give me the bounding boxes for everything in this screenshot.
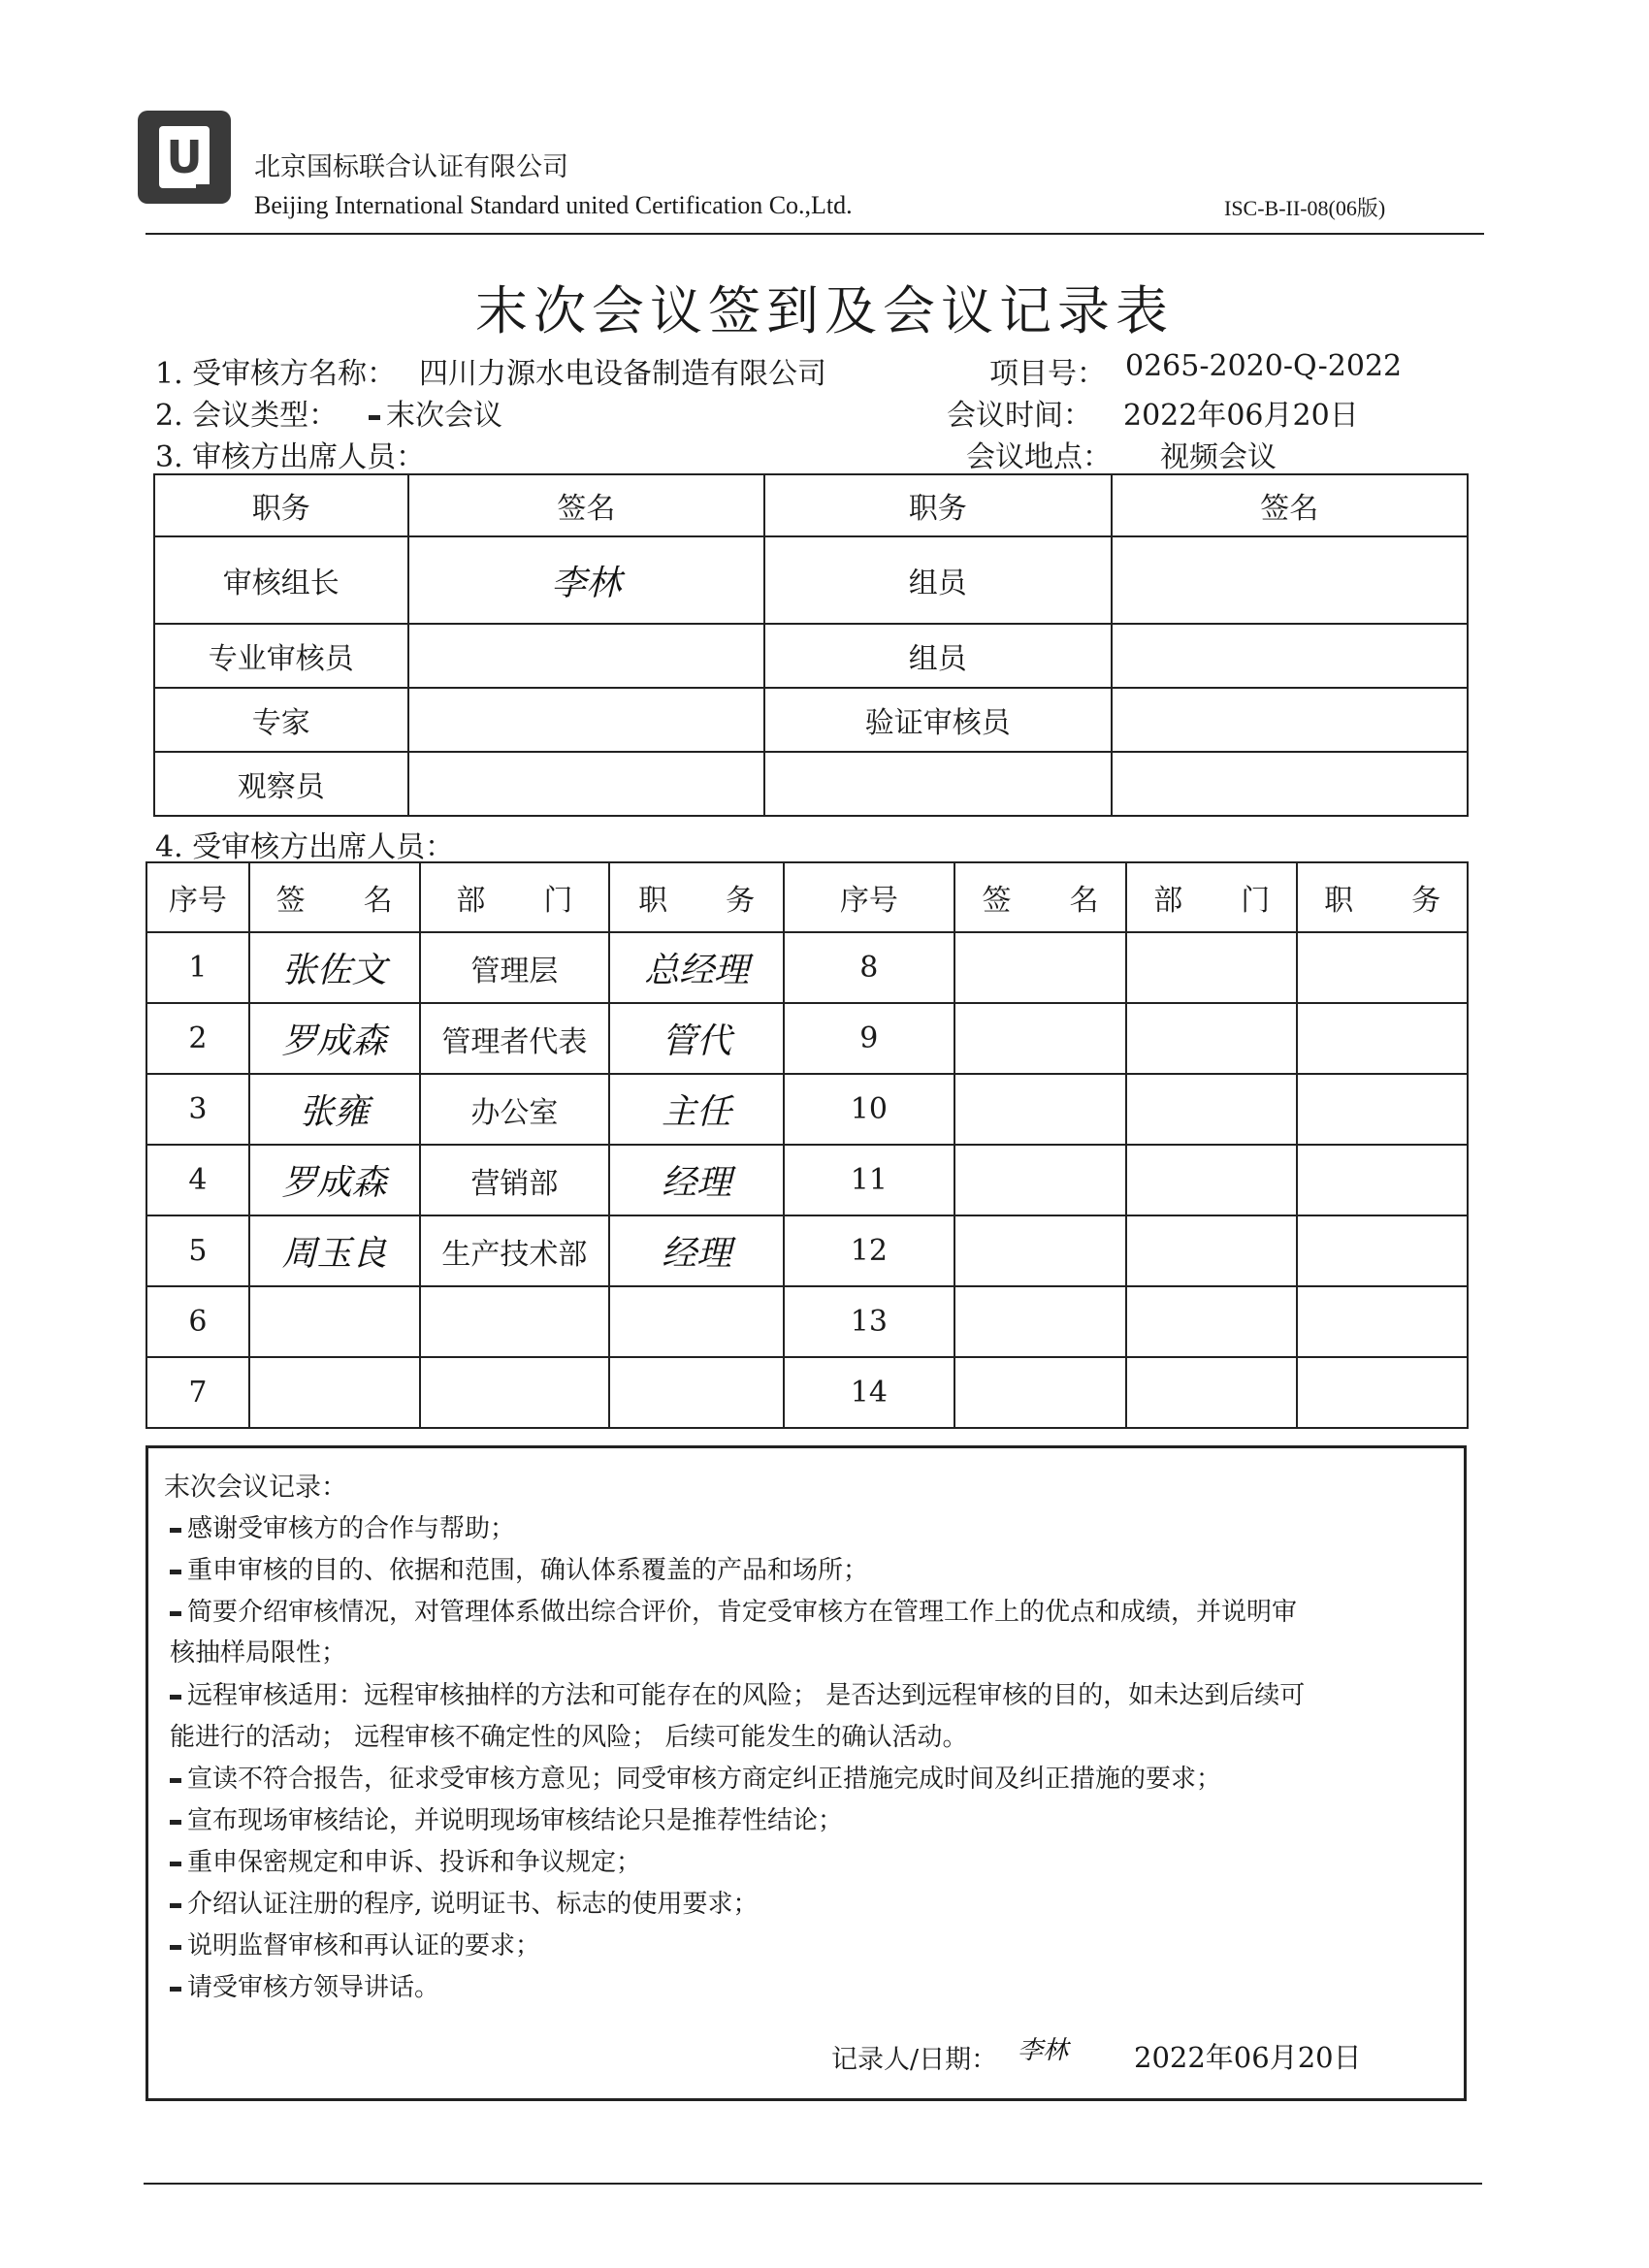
company-logo bbox=[134, 107, 235, 208]
role-cell: 专家 bbox=[154, 688, 408, 752]
row-number: 14 bbox=[784, 1357, 954, 1428]
note-line: 简要介绍审核情况，对管理体系做出综合评价，肯定受审核方在管理工作上的优点和成绩，并说明审 bbox=[170, 1592, 1297, 1628]
position-cell bbox=[1297, 932, 1468, 1003]
department-cell bbox=[1126, 1286, 1297, 1357]
column-header: 签名 bbox=[1112, 474, 1468, 536]
department-cell bbox=[1126, 1003, 1297, 1074]
signature-cell bbox=[954, 932, 1127, 1003]
meeting-notes-box bbox=[146, 1445, 1467, 2101]
notes-heading: 末次会议记录： bbox=[164, 1473, 347, 1503]
position-cell: 经理 bbox=[609, 1145, 784, 1215]
signature-cell bbox=[954, 1215, 1127, 1286]
auditor-attendees-label: 3. 审核方出席人员： bbox=[155, 440, 426, 474]
auditee-name-value: 四川力源水电设备制造有限公司 bbox=[419, 357, 826, 391]
department-cell bbox=[420, 1357, 610, 1428]
position-cell bbox=[1297, 1003, 1468, 1074]
location-label: 会议地点： bbox=[966, 440, 1112, 474]
table-row bbox=[146, 1003, 1468, 1074]
position-cell bbox=[1297, 1074, 1468, 1145]
signature-cell: 罗成森 bbox=[249, 1003, 420, 1074]
auditor-table bbox=[153, 473, 1469, 817]
table-row bbox=[154, 688, 1468, 752]
signature-cell bbox=[408, 752, 764, 816]
department-cell bbox=[420, 1286, 610, 1357]
role-cell: 专业审核员 bbox=[154, 624, 408, 688]
signature-cell bbox=[1112, 536, 1468, 624]
recorder-date: 2022年06月20日 bbox=[1134, 2041, 1362, 2074]
column-header: 职务 bbox=[764, 474, 1111, 536]
auditee-attendees-label: 4. 受审核方出席人员： bbox=[155, 830, 455, 864]
column-header: 签 名 bbox=[954, 862, 1127, 932]
signature-cell bbox=[1112, 688, 1468, 752]
signature-cell bbox=[249, 1286, 420, 1357]
position-cell bbox=[609, 1286, 784, 1357]
table-row bbox=[154, 536, 1468, 624]
position-cell bbox=[1297, 1215, 1468, 1286]
position-cell bbox=[1297, 1145, 1468, 1215]
table-row bbox=[146, 1215, 1468, 1286]
role-cell: 审核组长 bbox=[154, 536, 408, 624]
company-name-en: Beijing International Standard united Certification Co.,Ltd. bbox=[254, 191, 853, 219]
row-number: 6 bbox=[146, 1286, 249, 1357]
note-line: 宣布现场审核结论，并说明现场审核结论只是推荐性结论； bbox=[170, 1800, 843, 1836]
bullet-icon bbox=[170, 1570, 181, 1574]
row-number: 4 bbox=[146, 1145, 249, 1215]
department-cell bbox=[1126, 1357, 1297, 1428]
position-cell: 主任 bbox=[609, 1074, 784, 1145]
column-header: 职 务 bbox=[609, 862, 784, 932]
meeting-type-value-wrap bbox=[369, 391, 502, 434]
row-number: 2 bbox=[146, 1003, 249, 1074]
meeting-time-label: 会议时间： bbox=[947, 399, 1092, 433]
row-number: 9 bbox=[784, 1003, 954, 1074]
meeting-time-value: 2022年06月20日 bbox=[1123, 399, 1359, 433]
position-cell bbox=[609, 1357, 784, 1428]
table-row bbox=[146, 1286, 1468, 1357]
location-value: 视频会议 bbox=[1160, 440, 1277, 474]
auditee-name-label: 1. 受审核方名称： bbox=[155, 357, 397, 391]
position-cell bbox=[1297, 1357, 1468, 1428]
signature-cell bbox=[954, 1145, 1127, 1215]
signature-cell bbox=[408, 688, 764, 752]
department-cell: 管理者代表 bbox=[420, 1003, 610, 1074]
note-line: 请受审核方领导讲话。 bbox=[170, 1967, 439, 2003]
row-number: 1 bbox=[146, 932, 249, 1003]
role-cell bbox=[764, 752, 1111, 816]
position-cell: 管代 bbox=[609, 1003, 784, 1074]
position-cell: 经理 bbox=[609, 1215, 784, 1286]
column-header: 职 务 bbox=[1297, 862, 1468, 932]
department-cell bbox=[1126, 1074, 1297, 1145]
row-number: 11 bbox=[784, 1145, 954, 1215]
department-cell bbox=[1126, 1215, 1297, 1286]
signature-cell bbox=[249, 1357, 420, 1428]
note-line: 远程审核适用：远程审核抽样的方法和可能存在的风险； 是否达到远程审核的目的，如未达到后续可 bbox=[170, 1675, 1305, 1711]
column-header: 签 名 bbox=[249, 862, 420, 932]
row-number: 10 bbox=[784, 1074, 954, 1145]
bullet-icon bbox=[170, 1945, 181, 1950]
company-name-cn: 北京国标联合认证有限公司 bbox=[254, 152, 568, 182]
signature-cell bbox=[1112, 624, 1468, 688]
signature-cell bbox=[408, 624, 764, 688]
footer-divider bbox=[144, 2183, 1482, 2185]
table-row bbox=[154, 624, 1468, 688]
table-row bbox=[146, 1074, 1468, 1145]
form-code: ISC-B-II-08(06版) bbox=[1224, 196, 1386, 220]
row-number: 7 bbox=[146, 1357, 249, 1428]
row-number: 12 bbox=[784, 1215, 954, 1286]
table-row bbox=[154, 752, 1468, 816]
row-number: 3 bbox=[146, 1074, 249, 1145]
signature-cell: 周玉良 bbox=[249, 1215, 420, 1286]
role-cell: 验证审核员 bbox=[764, 688, 1111, 752]
role-cell: 组员 bbox=[764, 624, 1111, 688]
table-header-row bbox=[146, 862, 1468, 932]
column-header: 部 门 bbox=[420, 862, 610, 932]
signature-cell bbox=[1112, 752, 1468, 816]
signature-cell bbox=[954, 1357, 1127, 1428]
table-row bbox=[146, 932, 1468, 1003]
table-header-row bbox=[154, 474, 1468, 536]
auditee-table bbox=[146, 861, 1469, 1429]
signature-cell: 李林 bbox=[408, 536, 764, 624]
note-line: 重申审核的目的、依据和范围，确认体系覆盖的产品和场所； bbox=[170, 1550, 868, 1586]
bullet-icon bbox=[170, 1695, 181, 1700]
project-no-value: 0265-2020-Q-2022 bbox=[1125, 349, 1403, 383]
note-line: 说明监督审核和再认证的要求； bbox=[170, 1926, 540, 1961]
signature-cell bbox=[954, 1003, 1127, 1074]
position-cell: 总经理 bbox=[609, 932, 784, 1003]
bullet-icon bbox=[170, 1611, 181, 1616]
note-line: 核抽样局限性； bbox=[170, 1638, 347, 1668]
table-row bbox=[146, 1357, 1468, 1428]
note-line: 感谢受审核方的合作与帮助； bbox=[170, 1508, 515, 1544]
bullet-icon bbox=[170, 1528, 181, 1533]
row-number: 13 bbox=[784, 1286, 954, 1357]
recorder-signature: 李林 bbox=[1018, 2036, 1069, 2065]
header-divider bbox=[146, 233, 1484, 235]
column-header: 部 门 bbox=[1126, 862, 1297, 932]
page-title: 末次会议签到及会议记录表 bbox=[475, 280, 1174, 341]
signature-cell bbox=[954, 1286, 1127, 1357]
column-header: 序号 bbox=[784, 862, 954, 932]
note-line: 宣读不符合报告，征求受审核方意见；同受审核方商定纠正措施完成时间及纠正措施的要求； bbox=[170, 1759, 1221, 1795]
bullet-icon bbox=[170, 1862, 181, 1866]
note-line: 能进行的活动； 远程审核不确定性的风险； 后续可能发生的确认活动。 bbox=[170, 1723, 968, 1752]
meeting-type-label: 2. 会议类型： bbox=[155, 399, 339, 433]
department-cell bbox=[1126, 932, 1297, 1003]
bullet-icon bbox=[170, 1987, 181, 1992]
column-header: 职务 bbox=[154, 474, 408, 536]
department-cell: 生产技术部 bbox=[420, 1215, 610, 1286]
bullet-icon bbox=[170, 1820, 181, 1825]
bullet-icon bbox=[170, 1903, 181, 1908]
department-cell bbox=[1126, 1145, 1297, 1215]
signature-cell: 张雍 bbox=[249, 1074, 420, 1145]
role-cell: 组员 bbox=[764, 536, 1111, 624]
note-line: 重申保密规定和申诉、投诉和争议规定； bbox=[170, 1842, 641, 1878]
department-cell: 营销部 bbox=[420, 1145, 610, 1215]
department-cell: 办公室 bbox=[420, 1074, 610, 1145]
meeting-type-value: 末次会议 bbox=[386, 399, 502, 433]
note-line: 介绍认证注册的程序, 说明证书、标志的使用要求； bbox=[170, 1884, 759, 1920]
row-number: 5 bbox=[146, 1215, 249, 1286]
signature-cell: 张佐文 bbox=[249, 932, 420, 1003]
signature-cell bbox=[954, 1074, 1127, 1145]
row-number: 8 bbox=[784, 932, 954, 1003]
recorder-label: 记录人/日期： bbox=[831, 2045, 998, 2075]
project-no-label: 项目号： bbox=[989, 357, 1106, 391]
column-header: 序号 bbox=[146, 862, 249, 932]
table-row bbox=[146, 1145, 1468, 1215]
position-cell bbox=[1297, 1286, 1468, 1357]
bullet-icon bbox=[170, 1778, 181, 1783]
role-cell: 观察员 bbox=[154, 752, 408, 816]
signature-cell: 罗成森 bbox=[249, 1145, 420, 1215]
column-header: 签名 bbox=[408, 474, 764, 536]
logo-glyph: U bbox=[166, 131, 203, 183]
checkbox-mark bbox=[369, 415, 380, 420]
department-cell: 管理层 bbox=[420, 932, 610, 1003]
